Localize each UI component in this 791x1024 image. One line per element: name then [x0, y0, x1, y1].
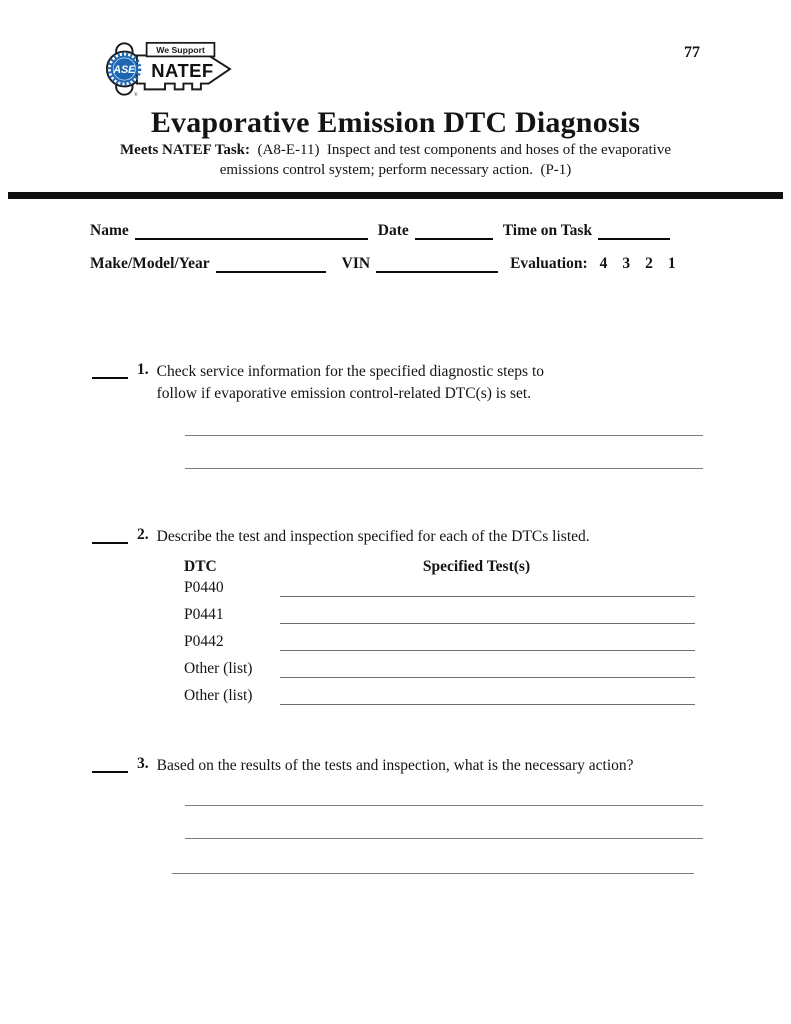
question-3-answer-line-1[interactable] [185, 805, 703, 806]
evaluation-label: Evaluation: [510, 255, 588, 272]
question-1-answer-line-1[interactable] [185, 435, 703, 436]
p0440-test-input-line[interactable] [280, 596, 695, 597]
date-label: Date [377, 222, 409, 239]
question-3-text: Based on the results of the tests and inspection, what is the necessary action? [156, 756, 634, 774]
natef-label: NATEF [151, 60, 214, 82]
natef-task-description [0, 141, 791, 180]
question-3-number: 3. [137, 754, 149, 772]
question-2-text: Describe the test and inspection specified for each of the DTCs listed. [156, 528, 590, 545]
dtc-other-1: Other (list) [184, 659, 253, 677]
question-3 [92, 755, 791, 777]
natef-logo [98, 38, 234, 100]
name-label: Name [90, 222, 129, 239]
page-title: Evaporative Emission DTC Diagnosis [150, 106, 641, 139]
make-model-year-input-line[interactable] [216, 271, 326, 273]
we-support-label: We Support [156, 45, 205, 56]
evaluation-score-1: 1 [667, 255, 676, 272]
question-3-answer-line-3[interactable] [172, 873, 694, 874]
question-2-status-blank[interactable] [92, 526, 128, 544]
form-body [0, 222, 791, 874]
table-row [184, 678, 695, 705]
p0441-test-input-line[interactable] [280, 623, 695, 624]
task-text-line1: (A8-E-11) Inspect and test components and hoses of the evaporative [250, 142, 671, 158]
table-row [184, 624, 695, 651]
dtc-table [184, 558, 695, 705]
question-1-text [157, 361, 544, 404]
question-2-number: 2. [137, 526, 149, 543]
header-divider-bar [8, 192, 783, 199]
other-1-test-input-line[interactable] [280, 677, 695, 678]
date-input-line[interactable] [415, 238, 493, 240]
question-1 [92, 361, 791, 404]
dtc-table-rows [184, 570, 695, 705]
page-header [0, 0, 791, 100]
dtc-code-p0440: P0440 [184, 578, 224, 596]
page-number: 77 [684, 44, 700, 61]
vin-input-line[interactable] [376, 271, 498, 273]
p0442-test-input-line[interactable] [280, 650, 695, 651]
question-2 [92, 526, 791, 548]
question-1-text-line2: follow if evaporative emission control-related DTC(s) is set. [156, 384, 532, 402]
ase-badge-label: ASE [113, 63, 136, 76]
make-model-year-label: Make/Model/Year [90, 255, 210, 272]
vin-label: VIN [341, 255, 371, 272]
table-row [184, 651, 695, 678]
evaluation-score-4: 4 [599, 255, 608, 272]
vehicle-row [90, 255, 791, 273]
dtc-other-2: Other (list) [184, 686, 253, 704]
question-1-number: 1. [137, 361, 149, 378]
time-on-task-label: Time on Task [502, 222, 593, 239]
evaluation-score-3: 3 [622, 255, 631, 272]
question-3-answer-line-2[interactable] [185, 838, 703, 839]
specified-tests-column-header: Specified Test(s) [422, 557, 531, 575]
time-on-task-input-line[interactable] [598, 238, 670, 240]
registered-mark: ® [134, 93, 138, 99]
question-3-status-blank[interactable] [92, 755, 128, 773]
table-row [184, 597, 695, 624]
name-input-line[interactable] [135, 238, 368, 240]
question-1-text-line1: Check service information for the specified diagnostic steps to [156, 363, 545, 380]
task-label: Meets NATEF Task: [120, 142, 251, 158]
other-2-test-input-line[interactable] [280, 704, 695, 705]
question-1-answer-line-2[interactable] [185, 468, 703, 469]
question-1-status-blank[interactable] [92, 361, 128, 379]
dtc-column-header: DTC [184, 557, 217, 575]
dtc-code-p0442: P0442 [184, 632, 224, 650]
task-text-line2: emissions control system; perform necessary action. (P-1) [219, 161, 572, 178]
evaluation-score-2: 2 [645, 255, 653, 272]
identity-row [90, 222, 791, 240]
dtc-table-header [184, 558, 695, 576]
dtc-code-p0441: P0441 [184, 605, 224, 623]
